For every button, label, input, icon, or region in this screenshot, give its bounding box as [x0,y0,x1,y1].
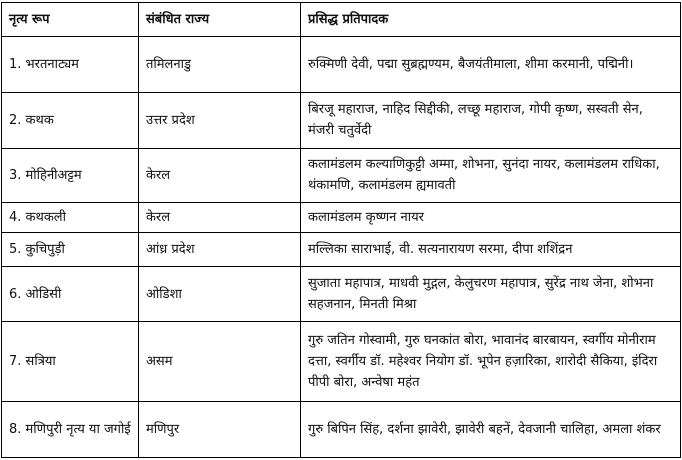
dance-form-cell: 6. ओडिसी [2,267,139,322]
state-cell: आंध्र प्रदेश [139,232,301,266]
table-row [2,93,681,148]
table-row [2,232,681,266]
dance-form-cell: 3. मोहिनीअट्टम [2,148,139,202]
table-row [2,202,681,232]
state-cell: केरल [139,202,301,232]
exponents-cell: सुजाता महापात्र, माधवी मुद्गल, केलुचरण महापात्र, सुरेंद्र नाथ जेना, शोभना सहजनान, मिनती मिश्रा [301,267,681,322]
table-row [2,401,681,457]
exponents-cell: गुरु बिपिन सिंह, दर्शना झावेरी, झावेरी बहनें, देवजानी चालिहा, अमला शंकर [301,401,681,457]
exponents-cell: रुक्मिणी देवी, पद्मा सुब्रह्मण्यम, बैजयंतीमाला, शीमा करमानी, पद्मिनी। [301,37,681,93]
dance-form-cell: 2. कथक [2,93,139,148]
exponents-cell: मल्लिका साराभाई, वी. सत्यनारायण सरमा, दीपा शशिंद्रन [301,232,681,266]
dance-form-cell: 7. सत्रिया [2,322,139,401]
exponents-cell: बिरजू महाराज, नाहिद सिद्दीकी, लच्छू महाराज, गोपी कृष्ण, सस्वती सेन, मंजरी चतुर्वेदी [301,93,681,148]
dance-forms-table [1,2,681,458]
table-row [2,322,681,401]
state-cell: ओडिशा [139,267,301,322]
state-cell: तमिलनाडु [139,37,301,93]
header-state: संबंधित राज्य [139,3,301,37]
header-row [2,3,681,37]
dance-form-cell: 1. भरतनाट्यम [2,37,139,93]
dance-form-cell: 5. कुचिपुड़ी [2,232,139,266]
state-cell: उत्तर प्रदेश [139,93,301,148]
header-exponents: प्रसिद्ध प्रतिपादक [301,3,681,37]
state-cell: असम [139,322,301,401]
exponents-cell: कलामंडलम कृष्णन नायर [301,202,681,232]
header-dance-form: नृत्य रूप [2,3,139,37]
dance-form-cell: 4. कथकली [2,202,139,232]
dance-form-cell: 8. मणिपुरी नृत्य या जगोई [2,401,139,457]
exponents-cell: कलामंडलम कल्याणिकुट्टी अम्मा, शोभना, सुनंदा नायर, कलामंडलम राधिका, थंकामणि, कलामंडलम ह्यमावती [301,148,681,202]
table-row [2,267,681,322]
state-cell: मणिपुर [139,401,301,457]
table-row [2,37,681,93]
table-row [2,148,681,202]
state-cell: केरल [139,148,301,202]
exponents-cell: गुरु जतिन गोस्वामी, गुरु घनकांत बोरा, भावानंद बारबायन, स्वर्गीय मोनीराम दत्ता, स्वर्गीय डॉ. महेश्वर नियोग डॉ. भूपेन हज़ारिका, शारोदी सैकिया, इंदिरा पीपी बोरा, अन्वेषा महंत [301,322,681,401]
